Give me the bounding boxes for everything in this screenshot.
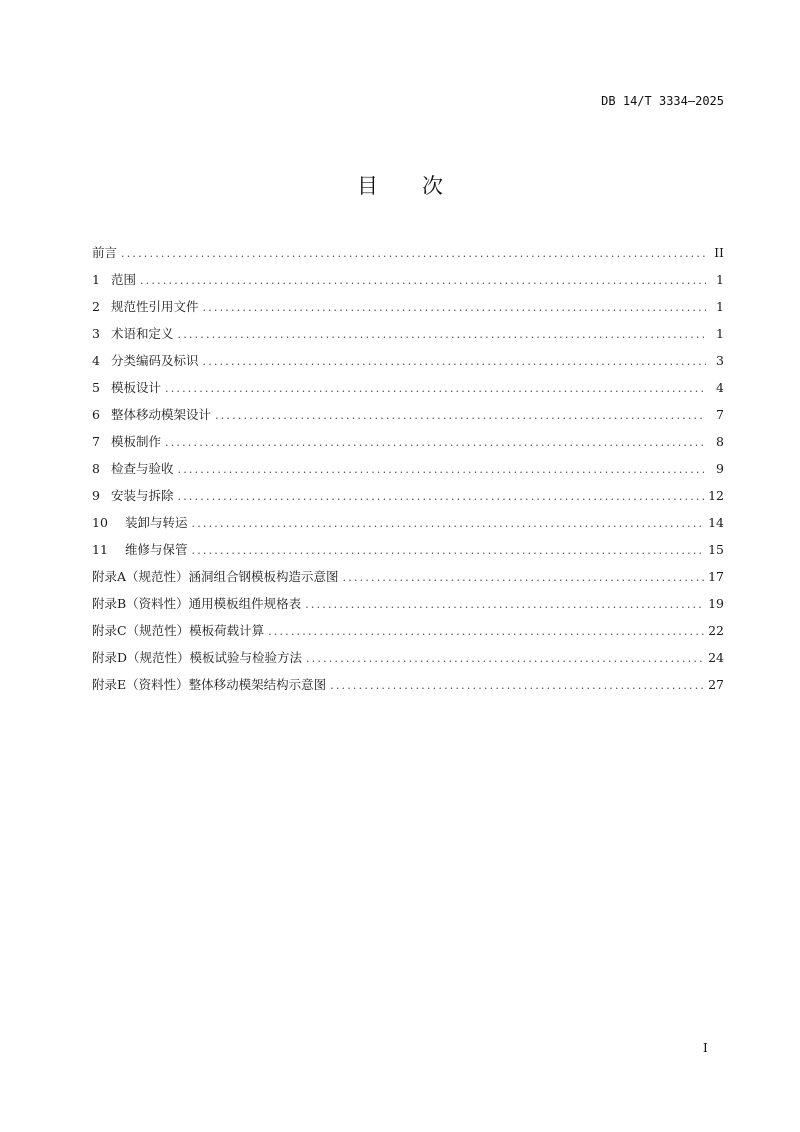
toc-section-number: 3 xyxy=(92,326,100,341)
leader-dots xyxy=(203,301,706,314)
toc-entry-8[interactable] xyxy=(92,459,724,486)
toc-label: 附录B（资料性）通用模板组件规格表 xyxy=(92,596,302,611)
toc-section-number: 2 xyxy=(92,299,100,314)
toc-label: 范围 xyxy=(111,272,137,287)
leader-dots xyxy=(306,652,704,665)
toc-page-number: 1 xyxy=(716,326,724,341)
toc-page-number: 27 xyxy=(708,677,724,692)
page-number: I xyxy=(703,1041,708,1055)
page-title: 目次 xyxy=(357,174,487,198)
toc-section-number: 5 xyxy=(92,380,100,395)
leader-dots xyxy=(165,382,706,395)
toc-entry-2[interactable] xyxy=(92,297,724,324)
toc-entry-preface[interactable] xyxy=(92,243,724,270)
toc-entry-5[interactable] xyxy=(92,378,724,405)
leader-dots xyxy=(268,625,704,638)
toc-page-number: 4 xyxy=(716,380,724,395)
toc-entry-9[interactable] xyxy=(92,486,724,513)
toc-section-number: 4 xyxy=(92,353,100,368)
toc-label: 术语和定义 xyxy=(111,326,174,341)
toc-label: 模板制作 xyxy=(111,434,162,449)
toc-label: 附录E（资料性）整体移动模架结构示意图 xyxy=(92,677,327,692)
toc-section-number: 7 xyxy=(92,434,100,449)
leader-dots xyxy=(343,571,705,584)
toc-page-number: II xyxy=(714,245,724,260)
toc-label: 附录D（规范性）模板试验与检验方法 xyxy=(92,650,303,665)
toc-section-number: 9 xyxy=(92,488,100,503)
toc-page-number: 7 xyxy=(716,407,724,422)
toc-section-number: 8 xyxy=(92,461,100,476)
leader-dots xyxy=(178,490,705,503)
leader-dots xyxy=(178,328,706,341)
toc-page-number: 12 xyxy=(708,488,724,503)
leader-dots xyxy=(330,679,704,692)
toc-entry-7[interactable] xyxy=(92,432,724,459)
toc-label: 安装与拆除 xyxy=(111,488,174,503)
toc-label: 检查与验收 xyxy=(111,461,174,476)
toc-label: 附录A（规范性）涵洞组合钢模板构造示意图 xyxy=(92,569,339,584)
leader-dots xyxy=(192,544,705,557)
table-of-contents xyxy=(92,243,724,702)
toc-label: 分类编码及标识 xyxy=(111,353,199,368)
toc-page-number: 15 xyxy=(708,542,724,557)
toc-label: 前言 xyxy=(92,245,118,260)
toc-page-number: 9 xyxy=(716,461,724,476)
leader-dots xyxy=(215,409,706,422)
toc-entry-4[interactable] xyxy=(92,351,724,378)
leader-dots xyxy=(192,517,705,530)
toc-entry-appendix-d[interactable] xyxy=(92,648,724,675)
toc-entry-6[interactable] xyxy=(92,405,724,432)
toc-entry-1[interactable] xyxy=(92,270,724,297)
toc-entry-3[interactable] xyxy=(92,324,724,351)
toc-page-number: 1 xyxy=(716,299,724,314)
toc-page-number: 22 xyxy=(708,623,724,638)
toc-entry-11[interactable] xyxy=(92,540,724,567)
toc-section-number: 11 xyxy=(92,542,108,557)
toc-page-number: 3 xyxy=(716,353,724,368)
toc-label: 装卸与转运 xyxy=(125,515,188,530)
leader-dots xyxy=(121,247,706,260)
toc-entry-10[interactable] xyxy=(92,513,724,540)
toc-label: 模板设计 xyxy=(111,380,162,395)
leader-dots xyxy=(178,463,706,476)
toc-label: 维修与保管 xyxy=(125,542,188,557)
toc-label: 规范性引用文件 xyxy=(111,299,199,314)
leader-dots xyxy=(305,598,704,611)
toc-label: 附录C（规范性）模板荷载计算 xyxy=(92,623,265,638)
leader-dots xyxy=(165,436,706,449)
toc-label: 整体移动模架设计 xyxy=(111,407,212,422)
toc-page-number: 14 xyxy=(708,515,724,530)
toc-page-number: 8 xyxy=(716,434,724,449)
toc-section-number: 6 xyxy=(92,407,100,422)
toc-page-number: 19 xyxy=(708,596,724,611)
leader-dots xyxy=(203,355,706,368)
toc-entry-appendix-c[interactable] xyxy=(92,621,724,648)
toc-entry-appendix-b[interactable] xyxy=(92,594,724,621)
toc-entry-appendix-a[interactable] xyxy=(92,567,724,594)
toc-entry-appendix-e[interactable] xyxy=(92,675,724,702)
toc-section-number: 10 xyxy=(92,515,108,530)
toc-page-number: 1 xyxy=(716,272,724,287)
standard-code: DB 14/T 3334—2025 xyxy=(601,94,724,108)
toc-page-number: 17 xyxy=(708,569,724,584)
leader-dots xyxy=(140,274,706,287)
toc-page-number: 24 xyxy=(708,650,724,665)
toc-section-number: 1 xyxy=(92,272,100,287)
